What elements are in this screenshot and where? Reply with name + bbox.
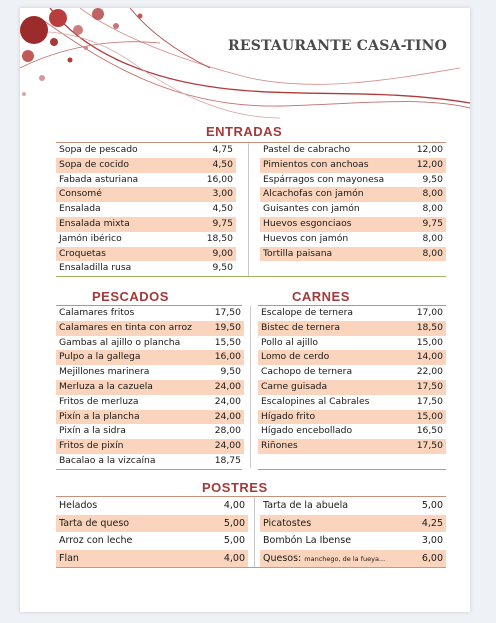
dish-name-text: Merluza a la cazuela: [59, 380, 153, 392]
dish-name-text: Pulpo a la gallega: [59, 351, 141, 363]
dish-name-text: Bistec de ternera: [261, 321, 341, 333]
dish-price: 24,00: [202, 380, 244, 395]
dish-name-text: Guisantes con jamón: [263, 203, 360, 215]
dish-name-text: Fritos de pixín: [59, 440, 124, 452]
menu-row: [56, 395, 244, 410]
section-rule-bottom: [56, 469, 242, 470]
menu-row: [260, 550, 446, 569]
column-divider: [254, 497, 255, 567]
dish-name: [260, 217, 404, 232]
swirl-decoration: [20, 8, 470, 138]
menu-row: [258, 380, 446, 395]
dish-price: 28,00: [214, 425, 241, 437]
dish-name-text: Bacalao a la vizcaína: [59, 454, 156, 466]
menu-row: [56, 424, 244, 439]
dish-name-text: Consomé: [59, 188, 102, 200]
menu-row: [56, 336, 244, 351]
dish-name-text: Tarta de la abuela: [263, 500, 349, 511]
menu-row: [56, 454, 244, 469]
dish-price: 5,00: [421, 500, 443, 511]
pescados-table: [56, 306, 244, 469]
dish-name: [56, 306, 202, 321]
carnes-table: [258, 306, 446, 454]
dish-name: [56, 497, 206, 515]
dish-name-text: Helados: [59, 500, 98, 511]
dish-name: [258, 410, 404, 425]
dish-name-text: Ensalada mixta: [59, 217, 130, 229]
dish-name: [260, 532, 404, 550]
dish-name: [56, 439, 202, 454]
dish-name: [258, 350, 404, 365]
dish-name: [56, 410, 202, 425]
dish-name-text: Gambas al ajillo o plancha: [59, 336, 181, 348]
section-heading-pescados: PESCADOS: [92, 289, 169, 304]
menu-row: [260, 497, 446, 515]
section-rule-bottom: [56, 276, 446, 277]
dish-price: 24,00: [214, 395, 241, 407]
dish-price: 6,00: [404, 550, 446, 569]
dish-name-text: Hígado frito: [261, 410, 316, 422]
dish-name-text: Arroz con leche: [59, 535, 133, 546]
dish-price: 19,50: [202, 321, 244, 336]
dish-name: [56, 336, 202, 351]
dish-name: [258, 306, 404, 321]
dish-price: 16,00: [206, 173, 233, 185]
dish-price: 24,00: [202, 410, 244, 425]
dish-name-text: Alcachofas con jamón: [263, 188, 364, 200]
dish-name: [56, 158, 194, 173]
dish-name-text: Huevos esgonciaos: [263, 217, 352, 229]
menu-row: [260, 202, 446, 217]
dish-name: [56, 395, 202, 410]
dish-name-text: Flan: [59, 552, 79, 564]
section-heading-postres: POSTRES: [202, 480, 268, 495]
dish-price: 9,50: [220, 366, 241, 378]
dish-name-text: Croquetas: [59, 247, 106, 259]
dish-name: [260, 173, 404, 188]
menu-row: [258, 439, 446, 454]
dish-name: [260, 515, 404, 533]
dish-price: 8,00: [422, 232, 443, 244]
dish-price: 17,50: [404, 439, 446, 454]
dish-name-text: Bombón La Ibense: [263, 535, 352, 546]
menu-row: [56, 515, 248, 533]
menu-row: [260, 187, 446, 202]
dish-price: 24,00: [202, 439, 244, 454]
dish-price: 16,50: [416, 425, 443, 437]
dish-name: [260, 497, 404, 515]
dish-name-text: Calamares en tinta con arroz: [59, 321, 192, 333]
dish-price: 8,00: [404, 247, 446, 262]
dish-name: [260, 143, 404, 158]
dish-price: 9,75: [194, 217, 236, 232]
dish-name-text: Lomo de cerdo: [261, 351, 330, 363]
dish-name-text: Escalope de ternera: [261, 307, 354, 318]
dish-name-text: Huevos con jamón: [263, 232, 349, 244]
dish-name-text: Cachopo de ternera: [261, 366, 353, 378]
menu-row: [260, 515, 446, 533]
postres-left-table: [56, 497, 248, 567]
section-rule-bottom: [56, 567, 446, 568]
menu-row: [56, 232, 236, 247]
dish-price: 12,00: [404, 158, 446, 173]
dish-price: 12,00: [416, 144, 443, 155]
dish-name: [258, 321, 404, 336]
menu-row: [56, 187, 236, 202]
dish-name: [258, 380, 404, 395]
menu-row: [56, 410, 244, 425]
dish-name-text: Pastel de cabracho: [263, 144, 351, 155]
dish-price: 9,75: [404, 217, 446, 232]
dish-name: [56, 217, 194, 232]
menu-row: [260, 247, 446, 262]
dish-name-text: Fabada asturiana: [59, 173, 139, 185]
dish-price: 4,00: [223, 500, 245, 511]
menu-row: [258, 424, 446, 439]
menu-row: [260, 232, 446, 247]
dish-name-text: Riñones: [261, 440, 298, 452]
restaurant-title: RESTAURANTE CASA-TINO: [228, 38, 448, 54]
dish-price: 18,50: [404, 321, 446, 336]
dish-price: 3,00: [194, 187, 236, 202]
dish-name-text: Hígado encebollado: [261, 425, 353, 437]
dish-name: [260, 202, 404, 217]
dish-price: 17,50: [416, 395, 443, 407]
menu-row: [260, 158, 446, 173]
dish-price: 4,50: [212, 203, 233, 215]
dish-name: [258, 439, 404, 454]
dish-price: 4,00: [206, 550, 248, 568]
dish-price: 17,50: [214, 307, 241, 318]
dish-price: 17,50: [404, 380, 446, 395]
menu-row: [258, 306, 446, 321]
dish-price: 22,00: [416, 366, 443, 378]
menu-row: [56, 173, 236, 188]
dish-name: [56, 380, 202, 395]
dish-price: 9,00: [194, 247, 236, 262]
dish-name: [56, 515, 206, 533]
menu-page: [20, 8, 470, 612]
dish-name: [258, 395, 404, 410]
dish-name-text: Pixín a la sidra: [59, 425, 126, 437]
dish-note: manchego, de la fueya...: [304, 554, 386, 563]
dish-price: 17,00: [416, 307, 443, 318]
dish-name-text: Sopa de cocido: [59, 158, 129, 170]
dish-name: [56, 261, 194, 276]
dish-price: 5,00: [223, 535, 245, 546]
dish-name-text: Espárragos con mayonesa: [263, 173, 385, 185]
menu-row: [56, 439, 244, 454]
dish-name: [56, 143, 194, 158]
dish-name-text: Fritos de merluza: [59, 395, 139, 407]
dish-price: 4,25: [404, 515, 446, 533]
dish-name-text: Sopa de pescado: [59, 144, 138, 155]
menu-row: [56, 217, 236, 232]
dish-name-text: Calamares fritos: [59, 307, 135, 318]
dish-name: [260, 247, 404, 262]
menu-row: [56, 158, 236, 173]
dish-name: [56, 202, 194, 217]
dish-price: 15,50: [214, 336, 241, 348]
menu-row: [258, 395, 446, 410]
section-rule-bottom: [258, 469, 446, 470]
dish-name: [56, 350, 202, 365]
dish-name-text: Escalopines al Cabrales: [261, 395, 370, 407]
menu-row: [56, 550, 248, 568]
dish-name: [258, 424, 404, 439]
dish-price: 5,00: [206, 515, 248, 533]
dish-name: [56, 247, 194, 262]
menu-row: [56, 306, 244, 321]
dish-name: [260, 187, 404, 202]
postres-right-table: [260, 497, 446, 568]
column-divider: [248, 143, 249, 276]
dish-price: 9,50: [422, 173, 443, 185]
dish-name: [260, 158, 404, 173]
section-heading-carnes: CARNES: [292, 289, 350, 304]
menu-row: [258, 321, 446, 336]
menu-row: [56, 247, 236, 262]
menu-row: [56, 380, 244, 395]
dish-name-text: Pollo al ajillo: [261, 336, 319, 348]
menu-row: [56, 321, 244, 336]
dish-name-text: Tortilla paisana: [263, 247, 333, 259]
menu-row: [56, 143, 236, 158]
dish-name-text: Mejillones marinera: [59, 366, 150, 378]
dish-price: 14,00: [404, 350, 446, 365]
menu-row: [56, 532, 248, 550]
dish-name: [56, 187, 194, 202]
dish-name-text: Ensalada: [59, 203, 101, 215]
dish-price: 16,00: [202, 350, 244, 365]
entradas-left-table: [56, 143, 236, 276]
menu-row: [258, 410, 446, 425]
dish-name: [56, 365, 202, 380]
dish-name: [260, 232, 404, 247]
dish-price: 3,00: [421, 535, 443, 546]
dish-name: [260, 550, 404, 569]
dish-name-text: Picatostes: [263, 517, 312, 529]
dish-name: [258, 365, 404, 380]
menu-row: [260, 532, 446, 550]
menu-row: [260, 173, 446, 188]
dish-price: 4,75: [212, 144, 233, 155]
dish-name-text: Pixín a la plancha: [59, 410, 140, 422]
menu-row: [56, 261, 236, 276]
menu-row: [260, 143, 446, 158]
dish-price: 8,00: [422, 203, 443, 215]
dish-price: 18,75: [214, 454, 241, 466]
dish-name-text: Ensaladilla rusa: [59, 262, 132, 274]
entradas-right-table: [260, 143, 446, 261]
dish-name: [56, 424, 202, 439]
dish-name: [56, 532, 206, 550]
dish-name-text: Pimientos con anchoas: [263, 158, 369, 170]
dish-name: [56, 454, 202, 469]
menu-row: [258, 336, 446, 351]
dish-price: 15,00: [416, 336, 443, 348]
dish-name: [56, 232, 194, 247]
dish-price: 15,00: [404, 410, 446, 425]
menu-row: [56, 365, 244, 380]
dish-price: 4,50: [194, 158, 236, 173]
menu-row: [56, 497, 248, 515]
dish-name: [56, 321, 202, 336]
dish-name: [258, 336, 404, 351]
dish-price: 9,50: [212, 262, 233, 274]
dish-name: [56, 550, 206, 568]
section-heading-entradas: ENTRADAS: [206, 124, 283, 139]
dish-name-text: Carne guisada: [261, 380, 328, 392]
dish-name-text: Tarta de queso: [59, 517, 130, 529]
dish-price: 18,50: [206, 232, 233, 244]
column-divider: [250, 306, 251, 468]
menu-row: [258, 365, 446, 380]
menu-row: [258, 350, 446, 365]
dish-name-text: Jamón ibérico: [59, 232, 122, 244]
menu-row: [56, 202, 236, 217]
dish-name: [56, 173, 194, 188]
menu-row: [260, 217, 446, 232]
dish-name-text: Quesos:: [263, 552, 302, 564]
dish-price: 8,00: [404, 187, 446, 202]
menu-row: [56, 350, 244, 365]
